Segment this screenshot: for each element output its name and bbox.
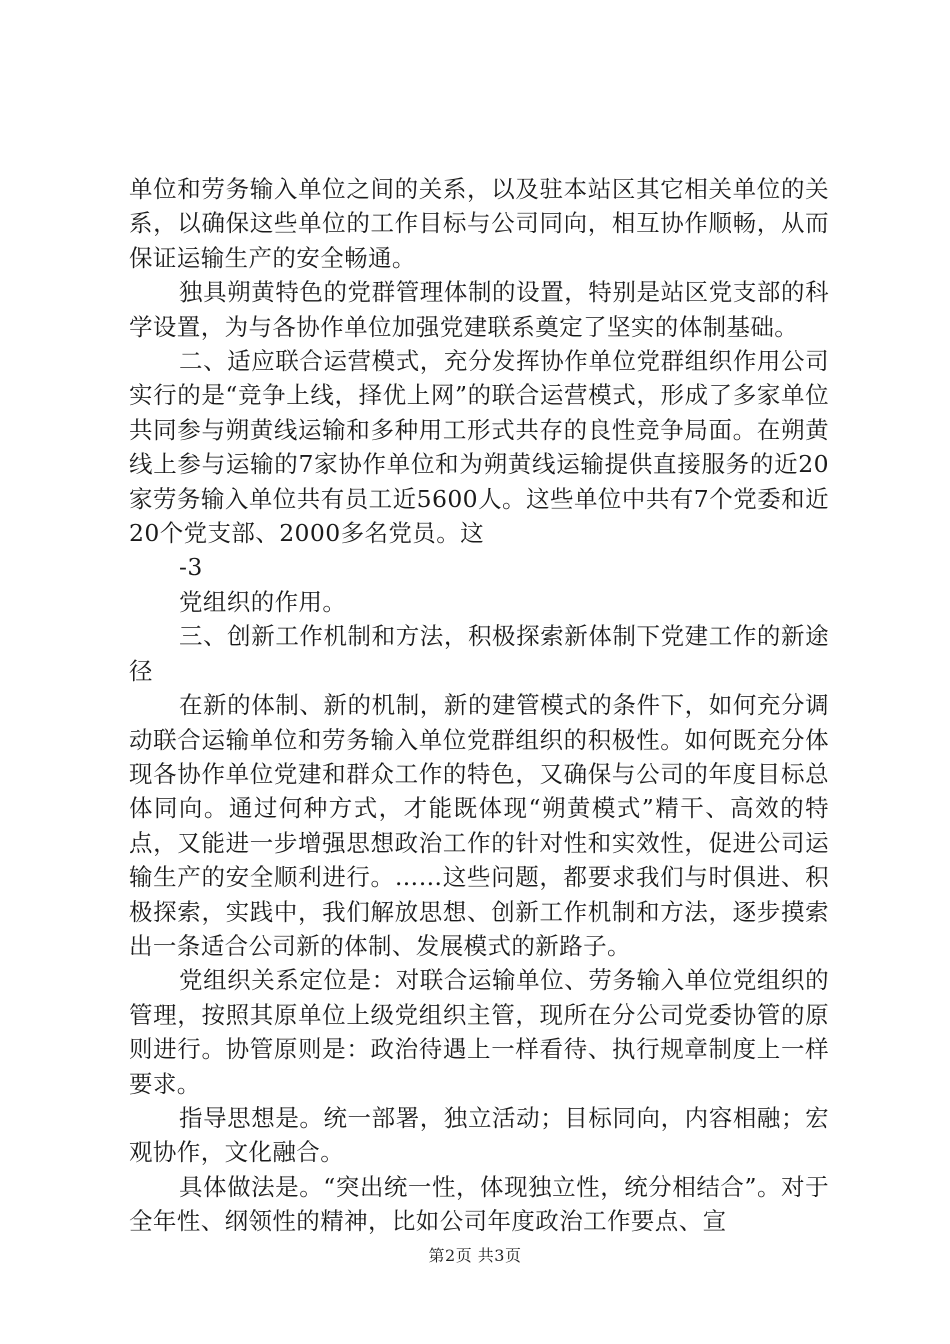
paragraph-3: 二、适应联合运营模式，充分发挥协作单位党群组织作用公司实行的是“竞争上线，择优上网”的联合运营模式，形成了多家单位共同参与朔黄线运输和多种用工形式共存的良性竞争局面。在朔黄线上参与运输的7家协作单位和为朔黄线运输提供直接服务的近20家劳务输入单位共有员工近5600人。这些单位中共有7个党委和近20个党支部、2000多名党员。这 [129,347,829,548]
paragraph-5: 在新的体制、新的机制，新的建管模式的条件下，如何充分调动联合运输单位和劳务输入单位党群组织的积极性。如何既充分体现各协作单位党建和群众工作的特色，又确保与公司的年度目标总体同向。通过何种方式，才能既体现“朔黄模式”精干、高效的特点，又能进一步增强思想政治工作的针对性和实效性，促进公司运输生产的安全顺利进行。……这些问题，都要求我们与时俱进、积极探索，实践中，我们解放思想、创新工作机制和方法，逐步摸索出一条适合公司新的体制、发展模式的新路子。 [129,691,829,960]
paragraph-1: 单位和劳务输入单位之间的关系，以及驻本站区其它相关单位的关系，以确保这些单位的工作目标与公司同向，相互协作顺畅，从而保证运输生产的安全畅通。 [129,175,829,272]
document-body [129,172,829,1239]
paragraph-7: 指导思想是。统一部署，独立活动；目标同向，内容相融；宏观协作，文化融合。 [129,1103,829,1167]
paragraph-4: 党组织的作用。 [179,587,347,616]
page-footer: 第2页 共3页 [428,1246,522,1265]
paragraph-2: 独具朔黄特色的党群管理体制的设置，特别是站区党支部的科学设置，为与各协作单位加强党建联系奠定了坚实的体制基础。 [129,278,829,341]
paragraph-8: 具体做法是。“突出统一性，体现独立性，统分相结合”。对于全年性、纲领性的精神，比如公司年度政治工作要点、宣 [129,1172,829,1236]
section-heading-3: 三、创新工作机制和方法，积极探索新体制下党建工作的新途径 [129,622,829,685]
paragraph-6: 党组织关系定位是：对联合运输单位、劳务输入单位党组织的管理，按照其原单位上级党组织主管，现所在分公司党委协管的原则进行。协管原则是：政治待遇上一样看待、执行规章制度上一样要求。 [129,966,829,1098]
page-number-marker: -3 [179,553,203,582]
